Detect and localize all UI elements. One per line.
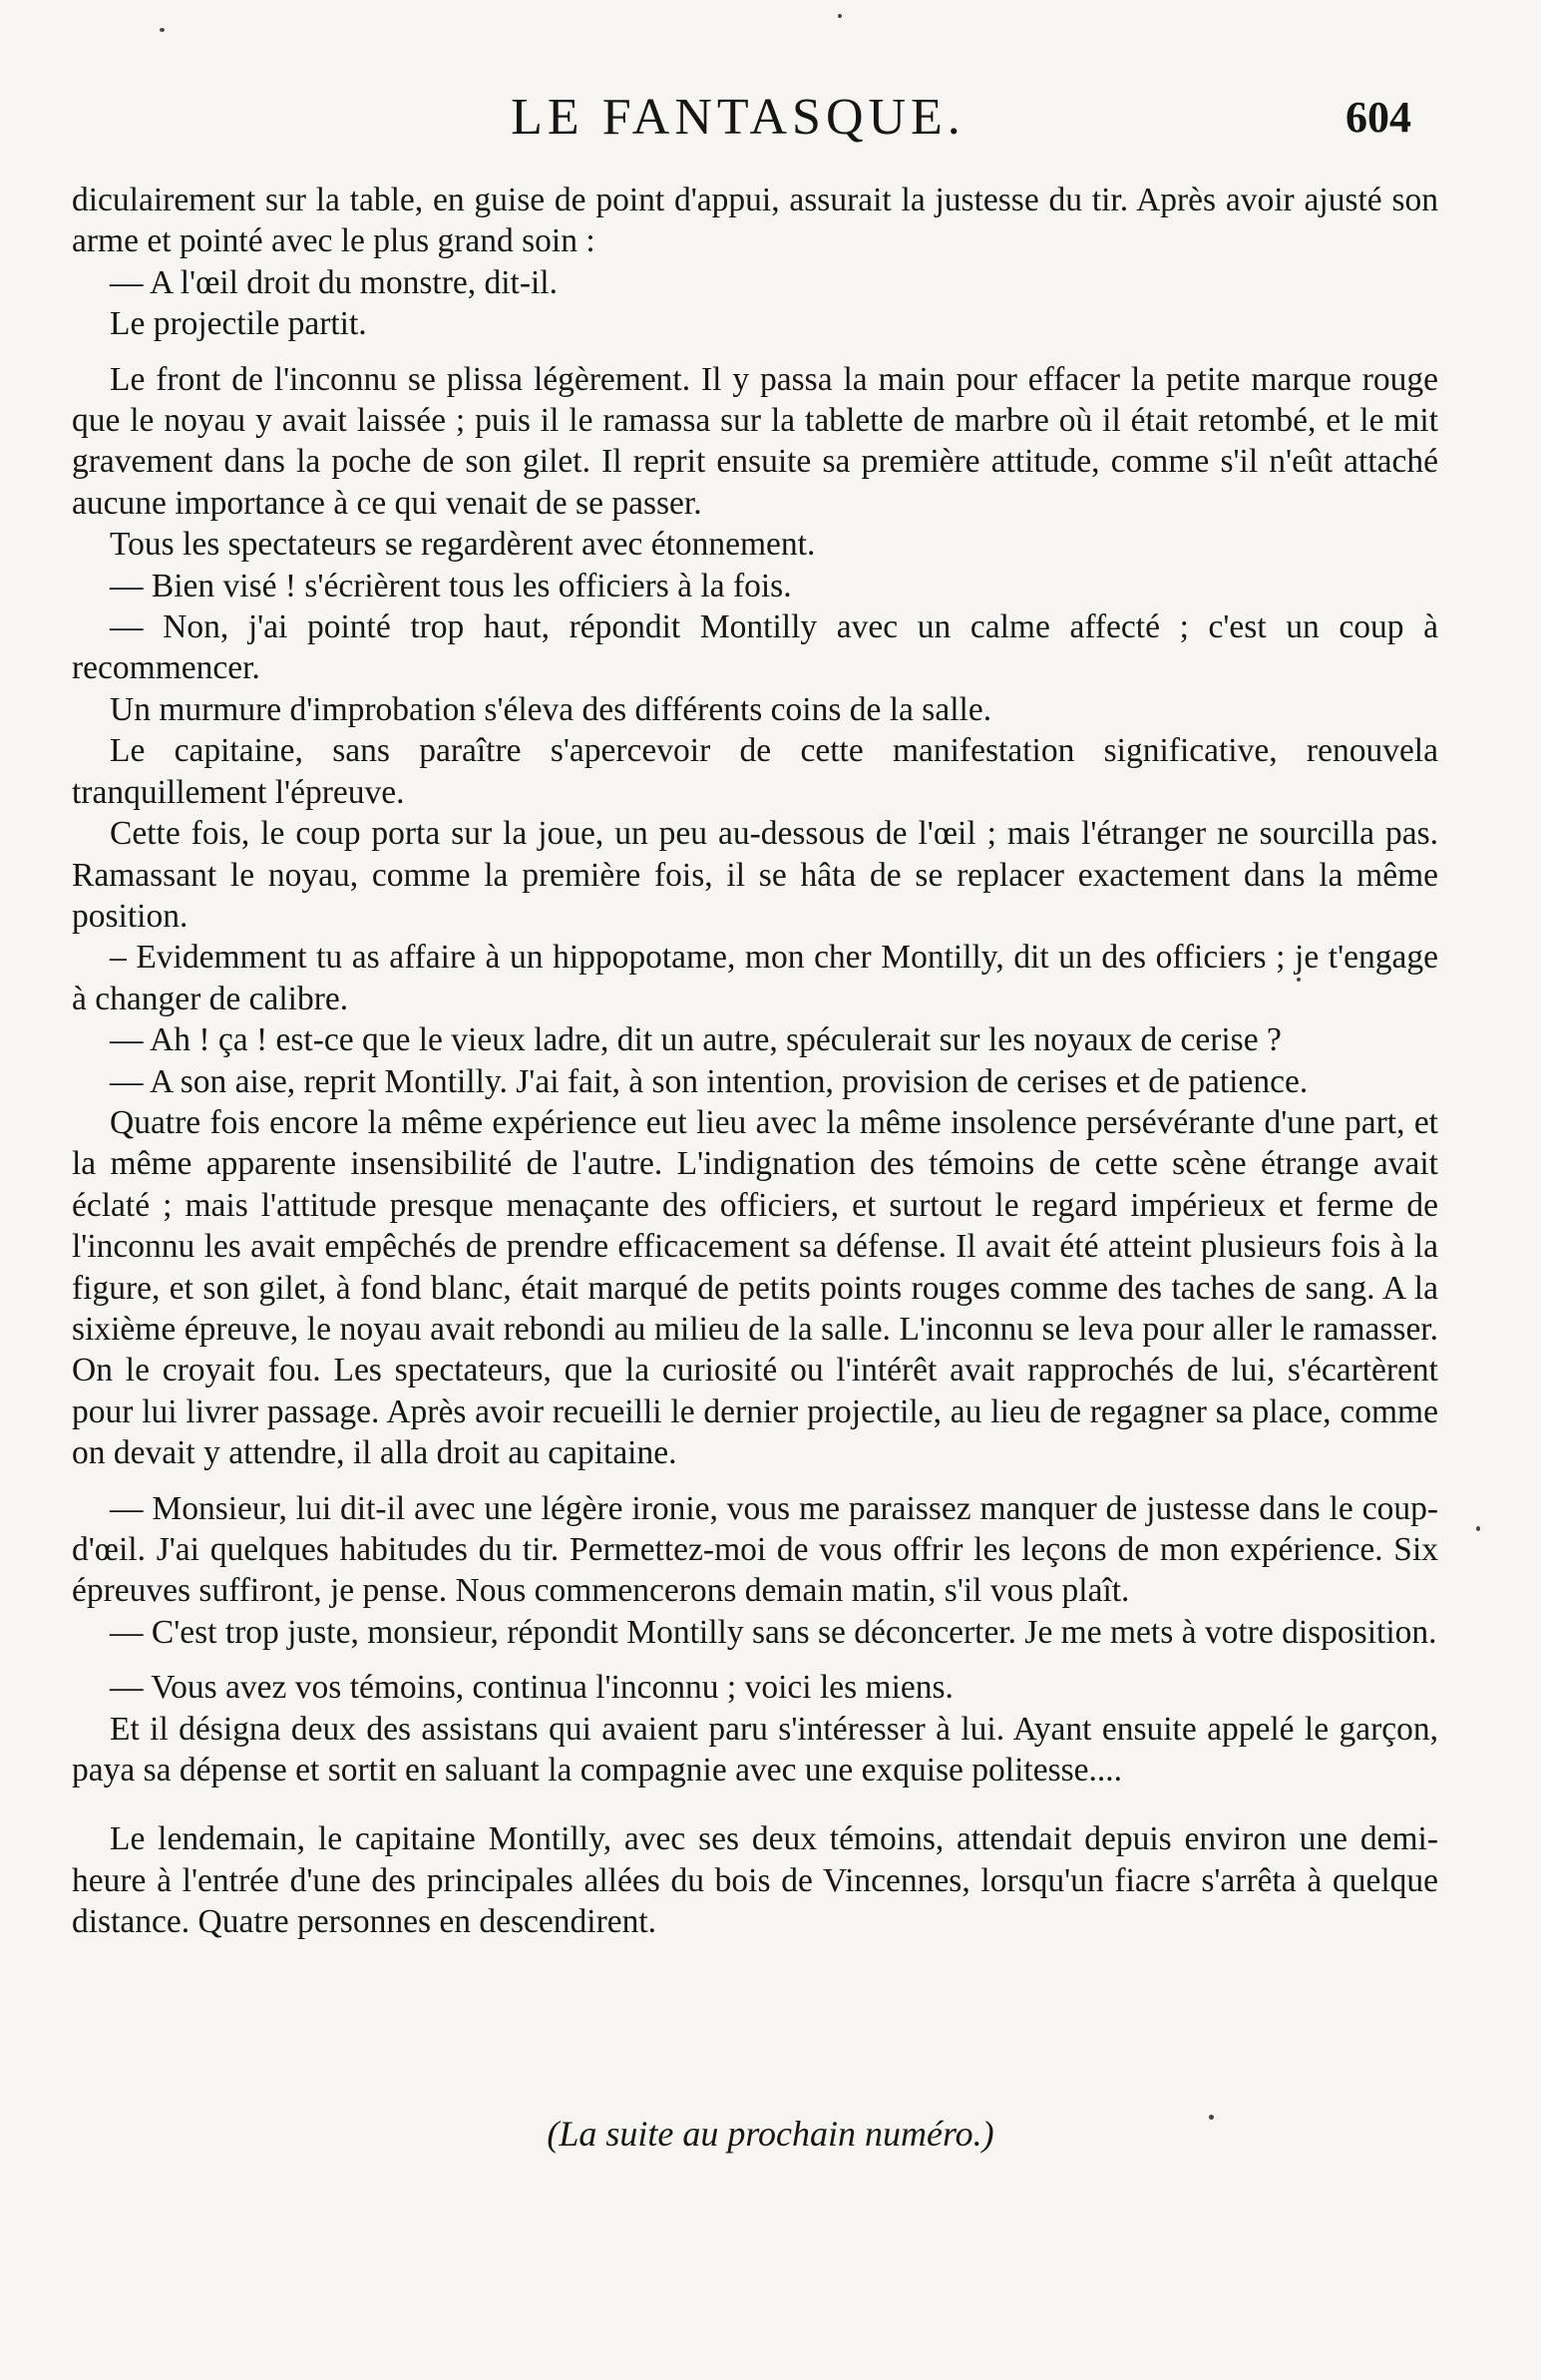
paragraph: Quatre fois encore la même expérience eut lieu avec la même insolence persévérante d'une part, et la même apparente insensibilité de l'autre. L'indignation des témoins de cette scène étrange avait éclaté ; mais l'attitude presque menaçante des officiers, et surtout le regard impérieux et ferme de l'inconnu les avait empêchés de prendre efficacement sa défense. Il avait été atteint plusieurs fois à la figure, et son gilet, à fond blanc, était marqué de petits points rouges comme des taches de sang. A la sixième épreuve, le noyau avait rebondi au milieu de la salle. L'inconnu se leva pour aller le ramasser. On le croyait fou. Les spectateurs, que la curiosité ou l'intérêt avait rapprochés de lui, s'écartèrent pour lui livrer passage. Après avoir recueilli le dernier projectile, au lieu de regagner sa place, comme on devait y attendre, il alla droit au capitaine. [72,1103,1438,1472]
scan-speck [1297,978,1301,982]
article-body [72,180,1438,1943]
paragraph: — A l'œil droit du monstre, dit-il. [110,263,558,301]
paragraph: Un murmure d'improbation s'éleva des différents coins de la salle. [110,690,992,728]
paragraph: — Non, j'ai pointé trop haut, répondit Montilly avec un calme affecté ; c'est un coup à recommencer. [72,608,1438,687]
scan-speck [160,28,165,32]
paragraph: Le lendemain, le capitaine Montilly, avec ses deux témoins, attendait depuis environ une demi-heure à l'entrée d'une des principales allées du bois de Vincennes, lorsqu'un fiacre s'arrêta à quelque distance. Quatre personnes en descendirent. [72,1820,1438,1941]
paragraph: Tous les spectateurs se regardèrent avec étonnement. [110,526,816,564]
paragraph: Et il désigna deux des assistans qui avaient paru s'intéresser à lui. Ayant ensuite appelé le garçon, paya sa dépense et sortit en saluant la compagnie avec une exquise politesse.... [72,1710,1438,1789]
page-title: LE FANTASQUE. [511,89,965,146]
continued-note: (La suite au prochain numéro.) [547,2114,994,2154]
scan-speck [1209,2115,1214,2120]
paragraph: Le projectile partit. [110,305,367,343]
paragraph: Cette fois, le coup porta sur la joue, un peu au-dessous de l'œil ; mais l'étranger ne sourcilla pas. Ramassant le noyau, comme la première fois, il se hâta de se replacer exactement dans la même position. [72,815,1438,935]
paragraph: — Monsieur, lui dit-il avec une légère ironie, vous me paraissez manquer de justesse dans le coup-d'œil. J'ai quelques habitudes du tir. Permettez-moi de vous offrir les leçons de mon expérience. Six épreuves suffiront, je pense. Nous commencerons demain matin, s'il vous plaît. [72,1489,1438,1610]
paragraph: Le front de l'inconnu se plissa légèrement. Il y passa la main pour effacer la petite marque rouge que le noyau y avait laissée ; puis il le ramassa sur la tablette de marbre où il était retombé, et le mit gravement dans la poche de son gilet. Il reprit ensuite sa première attitude, comme s'il n'eût attaché aucune importance à ce qui venait de se passer. [72,360,1438,522]
paragraph: — Vous avez vos témoins, continua l'inconnu ; voici les miens. [110,1669,954,1707]
paragraph: – Evidemment tu as affaire à un hippopotame, mon cher Montilly, dit un des officiers ; je t'engage à changer de calibre. [72,939,1438,1017]
paragraph: — C'est trop juste, monsieur, répondit Montilly sans se déconcerter. Je me mets à votre disposition. [110,1613,1437,1651]
paragraph: — A son aise, reprit Montilly. J'ai fait, à son intention, provision de cerises et de patience. [110,1062,1309,1100]
scan-speck [838,14,842,18]
paragraph: diculairement sur la table, en guise de point d'appui, assurait la justesse du tir. Après avoir ajusté son arme et pointé avec le plus grand soin : [72,182,1438,260]
paragraph: — Ah ! ça ! est-ce que le vieux ladre, dit un autre, spéculerait sur les noyaux de cerise ? [110,1021,1282,1059]
paragraph: — Bien visé ! s'écrièrent tous les officiers à la fois. [110,567,792,604]
page-header [0,88,1541,148]
paragraph: Le capitaine, sans paraître s'apercevoir de cette manifestation significative, renouvela tranquillement l'épreuve. [72,732,1438,811]
scan-speck [1476,1526,1480,1531]
page-number: 604 [1346,93,1411,142]
